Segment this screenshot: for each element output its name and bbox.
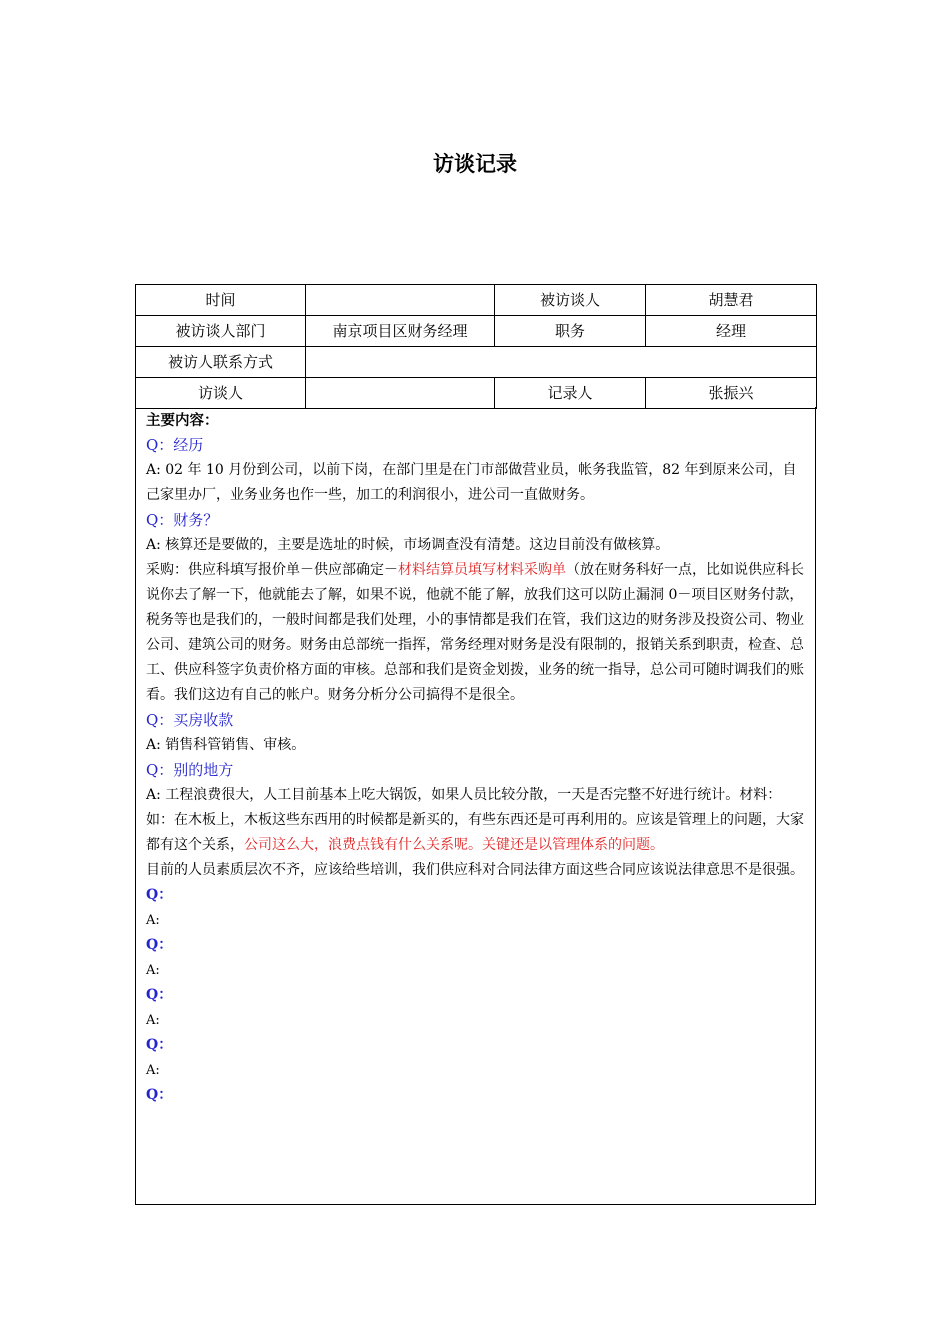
- answer-other-places: [146, 783, 807, 858]
- recorder-label: 记录人: [495, 378, 646, 409]
- table-row: [136, 378, 817, 409]
- answer-other-text: A: 工程浪费很大，人工目前基本上吃大锅饭，如果人员比较分散，一天是否完整不好进行统计。材料：如：在木板上，木板这些东西用的时候都是新买的，有些东西还是可再利用的。应该是管理上的问题，大家都有这个关系，: [146, 787, 804, 853]
- empty-question: Q：: [146, 1087, 173, 1103]
- question-other-places: Q：别的地方: [146, 761, 234, 779]
- recorder-value: 张振兴: [646, 378, 817, 409]
- interviewee-value: 胡慧君: [646, 285, 817, 316]
- time-label: 时间: [136, 285, 306, 316]
- empty-answer: A:: [146, 1063, 160, 1078]
- procurement-highlight: 材料结算员填写材料采购单: [398, 562, 566, 578]
- time-value: [306, 285, 495, 316]
- procurement-paragraph: [146, 558, 807, 608]
- interviewer-value: [306, 378, 495, 409]
- empty-question: Q：: [146, 1037, 173, 1053]
- contact-value: [306, 347, 817, 378]
- table-row: [136, 316, 817, 347]
- page-title: 访谈记录: [433, 152, 517, 176]
- question-house-payment: Q：买房收款: [146, 711, 234, 729]
- empty-question: Q：: [146, 987, 173, 1003]
- empty-question: Q：: [146, 887, 173, 903]
- interviewer-label: 访谈人: [136, 378, 306, 409]
- contact-label: 被访人联系方式: [136, 347, 306, 378]
- table-row: [136, 285, 817, 316]
- position-value: 经理: [646, 316, 817, 347]
- procurement-text-start: 采购：供应科填写报价单－供应部确定－: [146, 562, 398, 578]
- answer-finance: A: 核算还是要做的，主要是选址的时候，市场调查没有清楚。这边目前没有做核算。: [146, 537, 670, 553]
- dept-label: 被访谈人部门: [136, 316, 306, 347]
- answer-other-highlight: 公司这么大，浪费点钱有什么关系呢。关键还是以管理体系的问题。: [244, 837, 664, 853]
- main-content-box: [135, 407, 816, 1205]
- answer-house-payment: A: 销售科管销售、审核。: [146, 737, 306, 753]
- tax-paragraph: 税务等也是我们的，一般时间都是我们处理，小的事情都是我们在管，我们这边的财务涉及投资公司、物业公司、建筑公司的财务。财务由总部统一指挥，常务经理对财务是没有限制的，报销关系到职责，检查、总工、供应科签字负责价格方面的审核。总部和我们是资金划拨，业务的统一指导，总公司可随时调我们的账看。我们这边有自己的帐户。财务分析分公司搞得不是很全。: [146, 612, 804, 703]
- staff-quality-paragraph: 目前的人员素质层次不齐，应该给些培训，我们供应科对合同法律方面这些合同应该说法律意思不是很强。: [146, 862, 804, 878]
- info-table: [135, 284, 817, 409]
- content-heading: 主要内容：: [146, 413, 219, 429]
- empty-question: Q：: [146, 937, 173, 953]
- procurement-text-end: （放在财务科好一点，比如说供应科长说你去了解一下，他就能去了解，如果不说，他就不能了解，放我们这可以防止漏洞 0－项目区财务付款，: [146, 562, 804, 603]
- answer-experience: A: 02 年 10 月份到公司，以前下岗，在部门里是在门市部做营业员，帐务我监管，82 年到原来公司，自己家里办厂，业务业务也作一些，加工的利润很小，进公司一直做财务。: [146, 462, 797, 503]
- empty-answer: A:: [146, 963, 160, 978]
- interviewee-label: 被访谈人: [495, 285, 646, 316]
- question-experience: Q：经历: [146, 436, 204, 454]
- empty-answer: A:: [146, 1013, 160, 1028]
- table-row: [136, 347, 817, 378]
- empty-answer: A:: [146, 913, 160, 928]
- dept-value: 南京项目区财务经理: [306, 316, 495, 347]
- question-finance: Q：财务？: [146, 511, 219, 529]
- position-label: 职务: [495, 316, 646, 347]
